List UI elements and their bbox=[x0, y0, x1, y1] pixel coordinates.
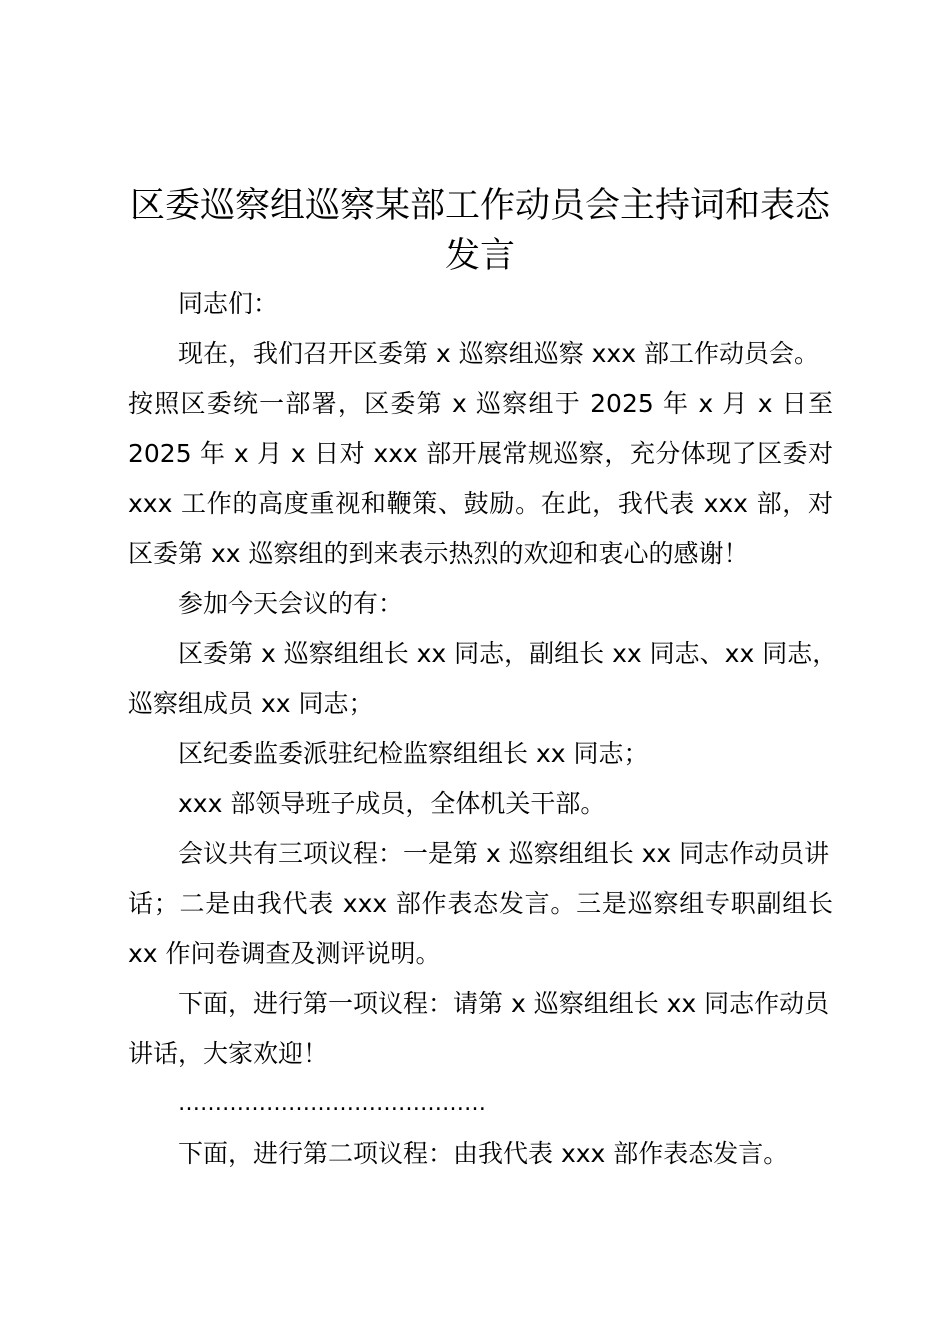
title-line-1: 区委巡察组巡察某部工作动员会主持词和表态 bbox=[129, 186, 830, 226]
paragraph-line: 讲话，大家欢迎！ bbox=[128, 1039, 329, 1068]
document-title bbox=[120, 181, 840, 281]
paragraph-line: xxx 工作的高度重视和鞭策、鼓励。在此，我代表 xxx 部，对 bbox=[128, 489, 833, 518]
paragraph-line: 巡察组成员 xx 同志； bbox=[128, 689, 374, 718]
attendees-intro: 参加今天会议的有： bbox=[178, 589, 404, 618]
paragraph-line: 现在，我们召开区委第 x 巡察组巡察 xxx 部工作动员会。 bbox=[178, 339, 819, 368]
paragraph-agenda bbox=[128, 829, 833, 979]
paragraph-line: 会议共有三项议程：一是第 x 巡察组组长 xx 同志作动员讲 bbox=[178, 839, 830, 868]
title-line-2: 发言 bbox=[444, 236, 515, 276]
paragraph-line: xx 作问卷调查及测评说明。 bbox=[128, 939, 441, 968]
paragraph-line: 按照区委统一部署，区委第 x 巡察组于 2025 年 x 月 x 日至 bbox=[128, 389, 833, 418]
paragraph-opening bbox=[128, 329, 833, 579]
paragraph-line: 2025 年 x 月 x 日对 xxx 部开展常规巡察，充分体现了区委对 bbox=[128, 439, 833, 468]
attendees-department: xxx 部领导班子成员，全体机关干部。 bbox=[178, 789, 606, 818]
paragraph-line: 话；二是由我代表 xxx 部作表态发言。三是巡察组专职副组长 bbox=[128, 889, 833, 918]
ellipsis-separator: …………………………………… bbox=[178, 1091, 486, 1116]
paragraph-agenda-item-1 bbox=[128, 979, 833, 1079]
attendees-discipline: 区纪委监委派驻纪检监察组组长 xx 同志； bbox=[178, 739, 649, 768]
salutation: 同志们： bbox=[178, 289, 279, 318]
paragraph-line: 区委第 xx 巡察组的到来表示热烈的欢迎和衷心的感谢！ bbox=[128, 539, 749, 568]
paragraph-agenda-item-2: 下面，进行第二项议程：由我代表 xxx 部作表态发言。 bbox=[178, 1139, 789, 1168]
paragraph-line: 下面，进行第一项议程：请第 x 巡察组组长 xx 同志作动员 bbox=[178, 989, 830, 1018]
paragraph-line: 区委第 x 巡察组组长 xx 同志，副组长 xx 同志、xx 同志， bbox=[178, 639, 838, 668]
attendees-inspection-team bbox=[128, 629, 838, 729]
